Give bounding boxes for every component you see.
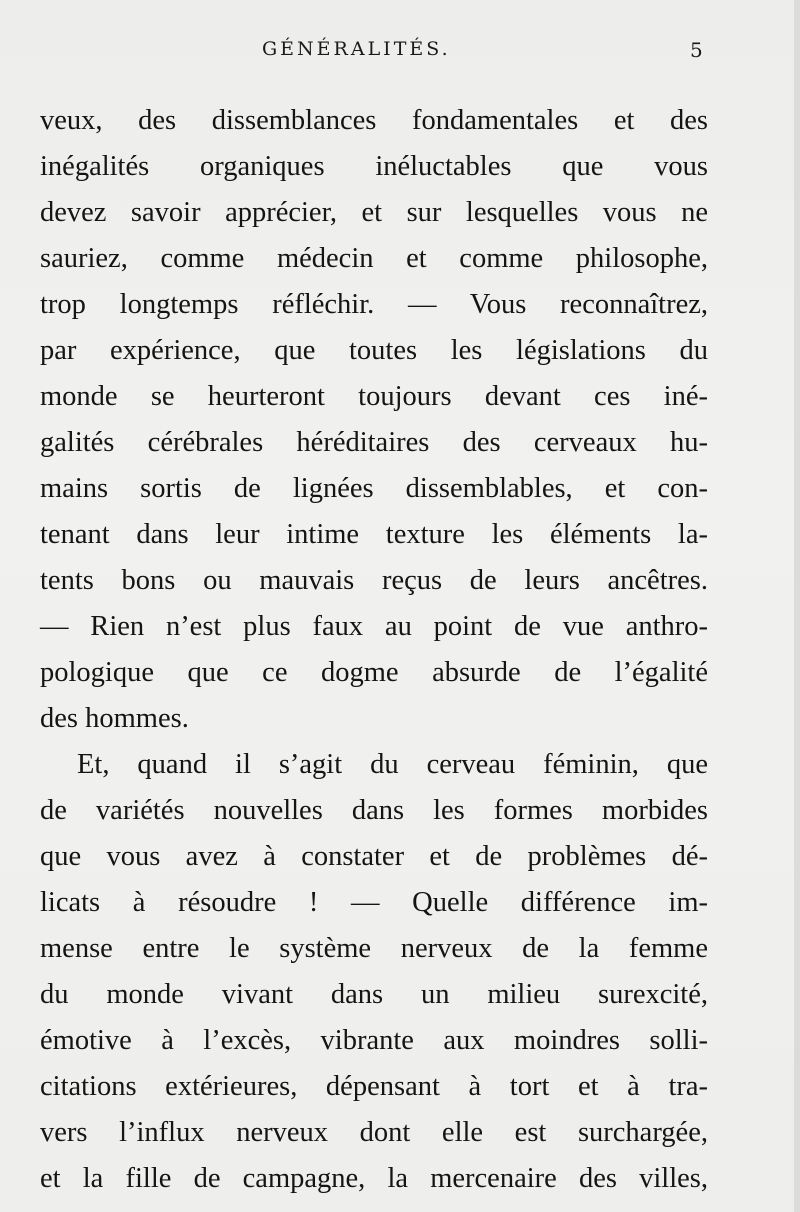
text-line: pologique que ce dogme absurde de l’égalité [40,657,708,688]
text-line: veux, des dissemblances fondamentales et des [40,105,708,136]
running-header-title: GÉNÉRALITÉS. [262,38,451,60]
page-edge-shadow [794,0,800,1212]
text-line: Et, quand il s’agit du cerveau féminin, que [77,749,708,780]
text-line: mains sortis de lignées dissemblables, et con- [40,473,708,504]
text-line: vers l’influx nerveux dont elle est surchargée, [40,1117,708,1148]
text-line: par expérience, que toutes les législations du [40,335,708,366]
text-line: — Rien n’est plus faux au point de vue anthro- [40,611,708,642]
text-line: que vous avez à constater et de problèmes dé- [40,841,708,872]
running-header [0,38,800,72]
text-line: et la fille de campagne, la mercenaire des villes, [40,1163,708,1194]
body-text [40,98,708,1202]
paragraph-2 [40,742,708,1202]
text-line: galités cérébrales héréditaires des cerveaux hu- [40,427,708,458]
text-line: licats à résoudre ! — Quelle différence im- [40,887,708,918]
text-line: des hommes. [40,703,189,734]
text-line: monde se heurteront toujours devant ces iné- [40,381,708,412]
page-number: 5 [690,38,703,62]
text-line: citations extérieures, dépensant à tort et à tra- [40,1071,708,1102]
text-line: devez savoir apprécier, et sur lesquelles vous ne [40,197,708,228]
text-line: tents bons ou mauvais reçus de leurs ancêtres. [40,565,708,596]
text-line: trop longtemps réfléchir. — Vous reconnaîtrez, [40,289,708,320]
text-line: sauriez, comme médecin et comme philosophe, [40,243,708,274]
text-line: tenant dans leur intime texture les éléments la- [40,519,708,550]
paragraph-1 [40,98,708,742]
text-line: inégalités organiques inéluctables que vous [40,151,708,182]
text-line: du monde vivant dans un milieu surexcité, [40,979,708,1010]
text-line: émotive à l’excès, vibrante aux moindres solli- [40,1025,708,1056]
text-line: de variétés nouvelles dans les formes morbides [40,795,708,826]
text-line: mense entre le système nerveux de la femme [40,933,708,964]
